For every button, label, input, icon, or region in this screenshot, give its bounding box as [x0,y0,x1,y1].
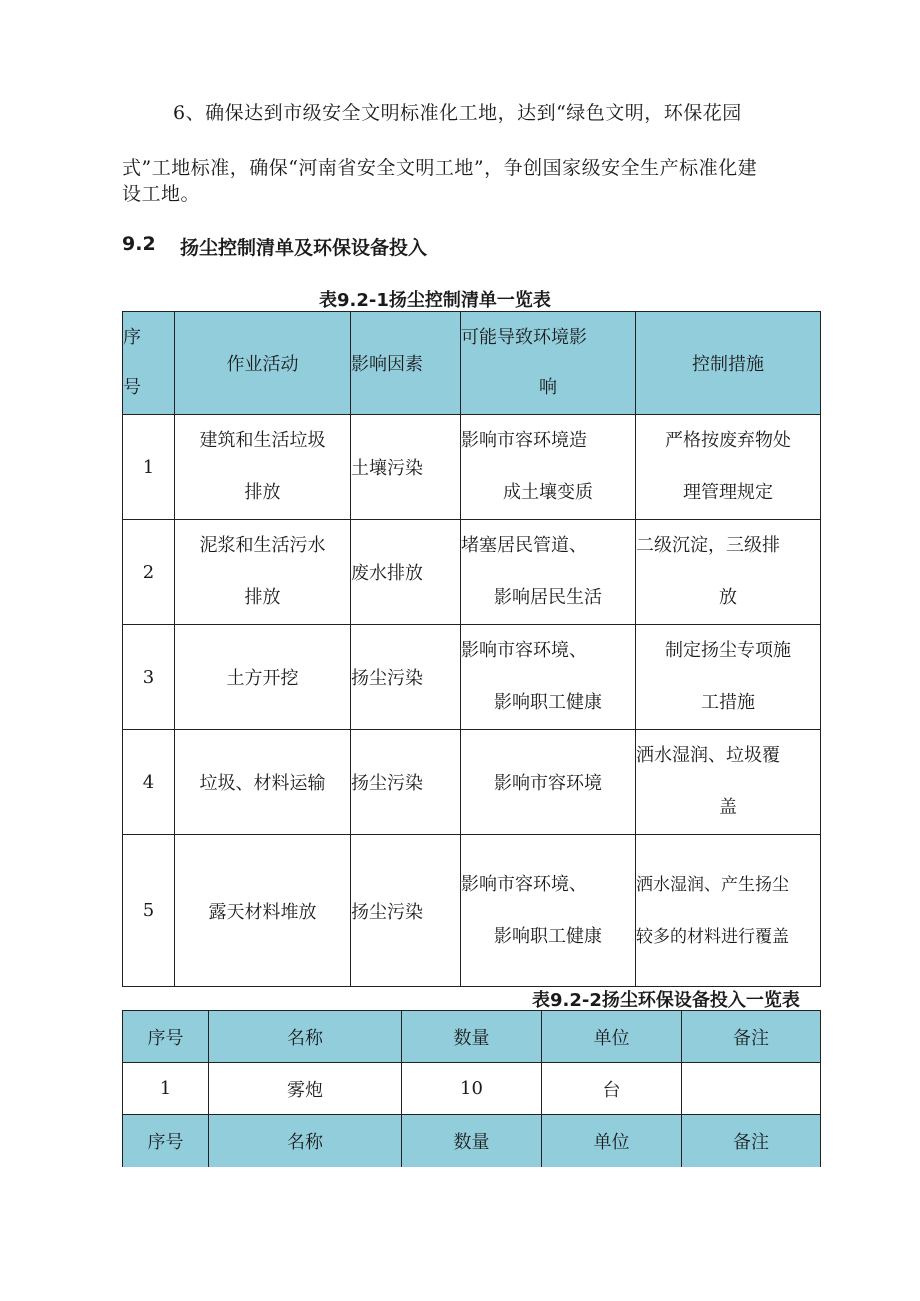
dust-control-table [122,311,821,987]
row-measure: 严格按废弃物处 理管理规定 [636,415,821,520]
table-row [123,415,821,520]
row-no: 2 [123,520,175,625]
section-number: 9.2 [122,233,156,255]
row-impact: 影响市容环境、 影响职工健康 [461,625,636,730]
row-measure: 制定扬尘专项施 工措施 [636,625,821,730]
row-impact: 影响市容环境 [461,730,636,835]
row-qty: 10 [402,1063,542,1115]
row-no: 1 [123,1063,209,1115]
header-remark: 备注 [682,1115,821,1167]
header-impact: 可能导致环境影 响 [461,312,636,415]
table1-caption: 表9.2-1扬尘控制清单一览表 [319,290,551,311]
row-no: 1 [123,415,175,520]
paragraph-line-1: 6、确保达到市级安全文明标准化工地，达到“绿色文明，环保花园 [173,102,742,124]
table-row [123,625,821,730]
row-no: 5 [123,835,175,987]
row-factor: 扬尘污染 [351,835,461,987]
header-qty: 数量 [402,1011,542,1063]
header-unit: 单位 [542,1115,682,1167]
header-factor: 影响因素 [351,312,461,415]
header-measure: 控制措施 [636,312,821,415]
row-factor: 废水排放 [351,520,461,625]
row-activity: 垃圾、材料运输 [175,730,351,835]
row-measure: 二级沉淀，三级排 放 [636,520,821,625]
row-activity: 建筑和生活垃圾 排放 [175,415,351,520]
table-row [123,730,821,835]
row-activity: 土方开挖 [175,625,351,730]
table-row [123,520,821,625]
header-no: 序号 [123,1011,209,1063]
table-row [123,1063,821,1115]
equipment-table [122,1010,821,1167]
paragraph-line-2: 式”工地标准，确保“河南省安全文明工地”，争创国家级安全生产标准化建 [122,157,758,179]
row-name: 雾炮 [209,1063,402,1115]
table-row [123,835,821,987]
table2-repeat-header-row [123,1115,821,1167]
row-impact: 堵塞居民管道、 影响居民生活 [461,520,636,625]
header-qty: 数量 [402,1115,542,1167]
paragraph-line-3: 设工地。 [122,183,201,205]
row-factor: 土壤污染 [351,415,461,520]
row-no: 4 [123,730,175,835]
row-impact: 影响市容环境造 成土壤变质 [461,415,636,520]
header-remark: 备注 [682,1011,821,1063]
row-unit: 台 [542,1063,682,1115]
header-no: 序 号 [123,312,175,415]
row-measure: 洒水湿润、产生扬尘 较多的材料进行覆盖 [636,835,821,987]
header-no: 序号 [123,1115,209,1167]
row-activity: 露天材料堆放 [175,835,351,987]
header-unit: 单位 [542,1011,682,1063]
row-activity: 泥浆和生活污水 排放 [175,520,351,625]
header-activity: 作业活动 [175,312,351,415]
table2-header-row [123,1011,821,1063]
row-measure: 洒水湿润、垃圾覆 盖 [636,730,821,835]
row-impact: 影响市容环境、 影响职工健康 [461,835,636,987]
section-title: 扬尘控制清单及环保设备投入 [180,237,428,259]
row-factor: 扬尘污染 [351,625,461,730]
row-factor: 扬尘污染 [351,730,461,835]
header-name: 名称 [209,1011,402,1063]
table1-header-row [123,312,821,415]
row-no: 3 [123,625,175,730]
header-name: 名称 [209,1115,402,1167]
row-remark [682,1063,821,1115]
table2-caption: 表9.2-2扬尘环保设备投入一览表 [532,990,800,1011]
